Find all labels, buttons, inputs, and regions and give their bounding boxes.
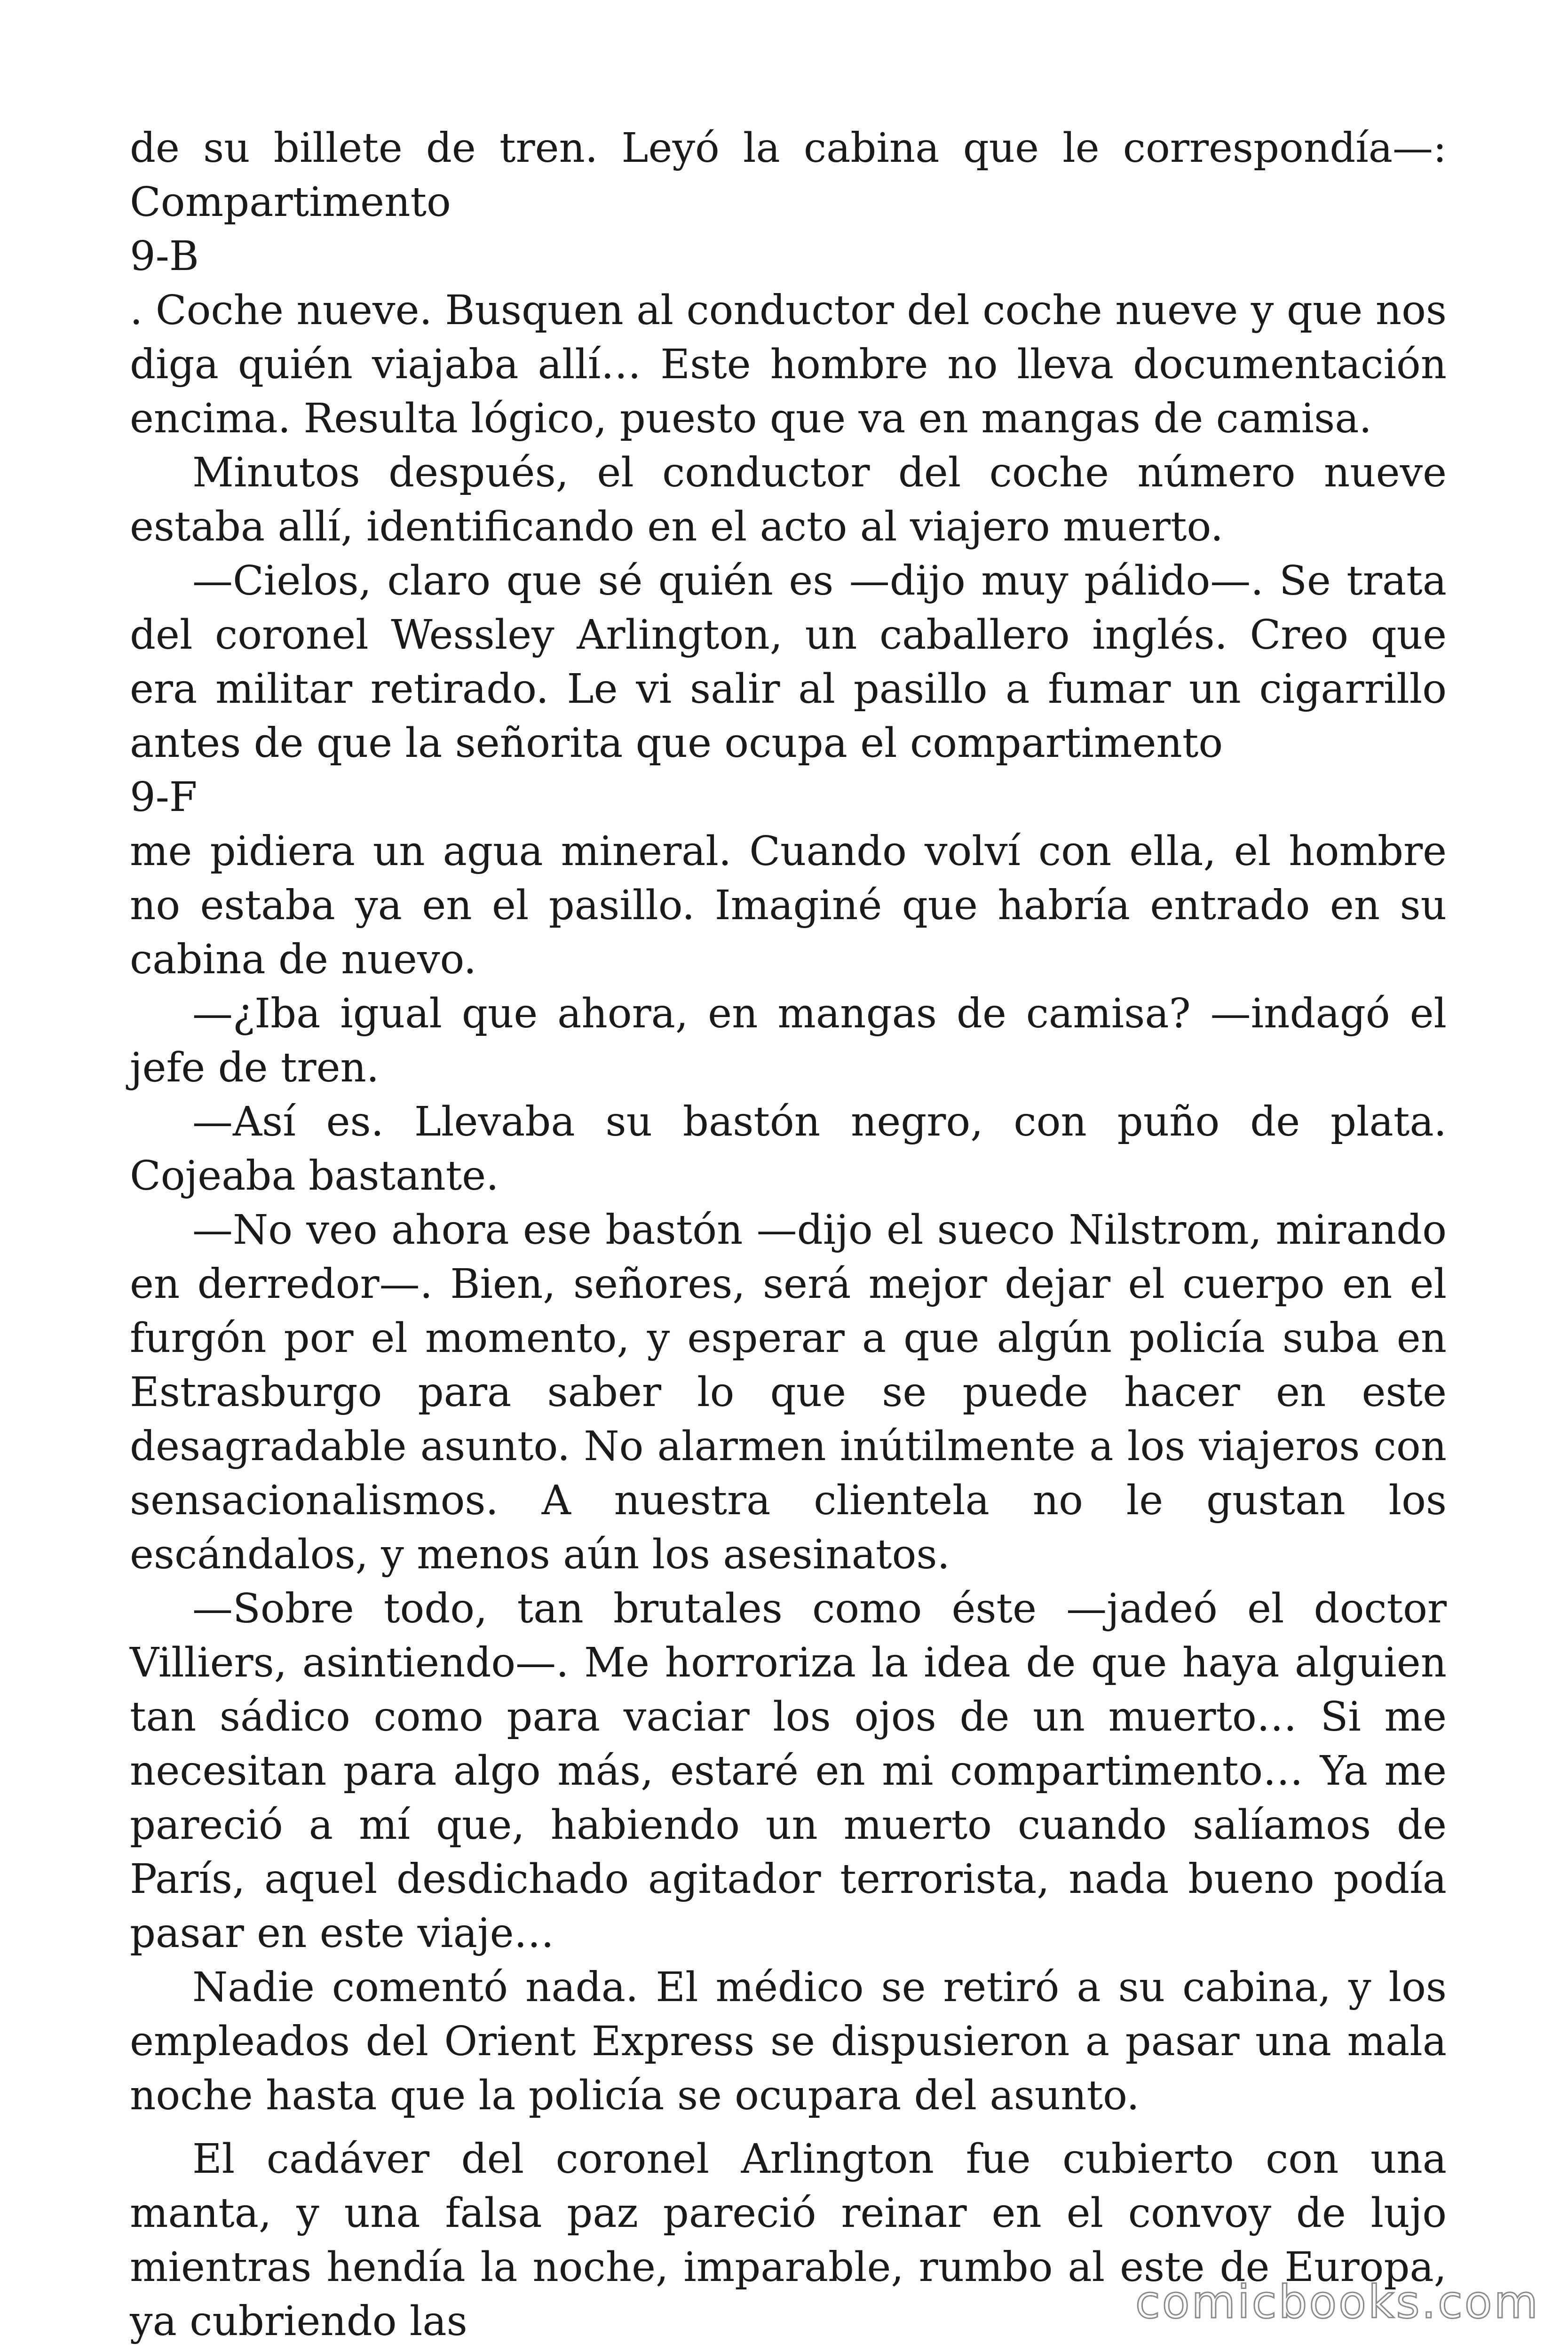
paragraph-2: . Coche nueve. Busquen al conductor del coche nueve y que nos diga quién viajaba allí… Este hombre no lleva documentación encima. Resulta lógico, puesto que va en mangas de camisa. (130, 287, 1447, 442)
paragraph-9: —Sobre todo, tan brutales como éste —jadeó el doctor Villiers, asintiendo—. Me horroriza la idea de que haya alguien tan sádico como para vaciar los ojos de un muerto… Si me necesitan para algo más, estaré en mi compartimento… Ya me pareció a mí que, habiendo un muerto cuando salíamos de París, aquel desdichado agitador terrorista, nada bueno podía pasar en este viaje… (130, 1585, 1447, 1957)
paragraph-11: El cadáver del coronel Arlington fue cubierto con una manta, y una falsa paz pareció reinar en el convoy de lujo mientras hendía la noche, imparable, rumbo al este de Europa, ya cubriendo las (130, 2136, 1447, 2345)
paragraph-8: —No veo ahora ese bastón —dijo el sueco Nilstrom, mirando en derredor—. Bien, señores, será mejor dejar el cuerpo en el furgón por el momento, y esperar a que algún policía suba en Estrasburgo para saber lo que se puede hacer en este desagradable asunto. No alarmen inútilmente a los viajeros con sensacionalismos. A nuestra clientela no le gustan los escándalos, y menos aún los asesinatos. (130, 1207, 1447, 1578)
page-body (130, 121, 1447, 2349)
compartment-label-9f: 9-F (130, 774, 198, 821)
paragraph-7: —Así es. Llevaba su bastón negro, con puño de plata. Cojeaba bastante. (130, 1098, 1447, 1200)
compartment-label-9b: 9-B (130, 233, 199, 280)
paragraph-6: —¿Iba igual que ahora, en mangas de camisa? —indagó el jefe de tren. (130, 990, 1447, 1091)
watermark-logo: comicbooks.com (1135, 2276, 1540, 2328)
paragraph-1: de su billete de tren. Leyó la cabina que le correspondía—: Compartimento (130, 125, 1447, 226)
paragraph-4: —Cielos, claro que sé quién es —dijo muy pálido—. Se trata del coronel Wessley Arlington, un caballero inglés. Creo que era militar retirado. Le vi salir al pasillo a fumar un cigarrillo antes de que la señorita que ocupa el compartimento (130, 557, 1447, 767)
paragraph-5: me pidiera un agua mineral. Cuando volví con ella, el hombre no estaba ya en el pasillo. Imaginé que habría entrado en su cabina de nuevo. (130, 828, 1447, 983)
paragraph-3: Minutos después, el conductor del coche número nueve estaba allí, identificando en el acto al viajero muerto. (130, 449, 1447, 550)
paragraph-10: Nadie comentó nada. El médico se retiró a su cabina, y los empleados del Orient Express se dispusieron a pasar una mala noche hasta que la policía se ocupara del asunto. (130, 1964, 1447, 2119)
